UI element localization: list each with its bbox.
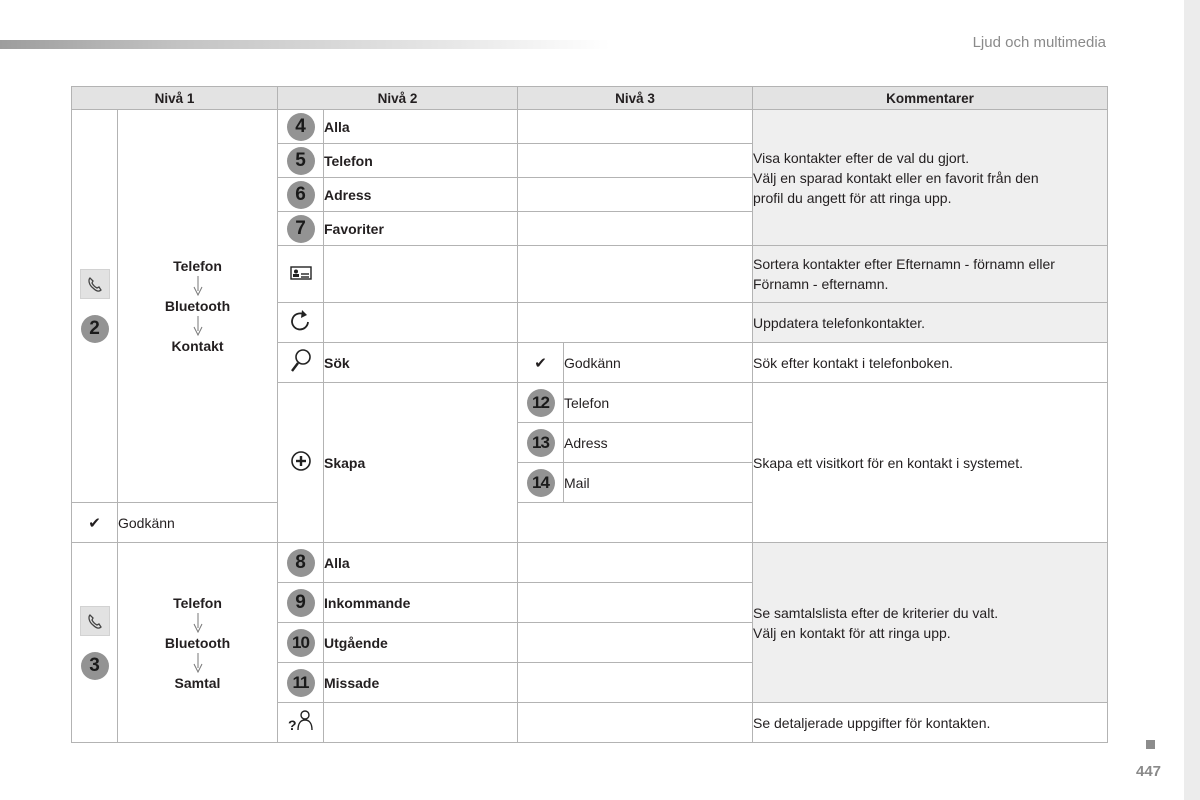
comment-line: Förnamn - efternamn. bbox=[753, 276, 889, 292]
comment-cell bbox=[753, 543, 1108, 703]
col-header-level2: Nivå 2 bbox=[278, 87, 518, 110]
step-badge: 4 bbox=[287, 113, 315, 141]
path-item: Kontakt bbox=[171, 338, 224, 354]
level3-label: Godkänn bbox=[564, 343, 753, 383]
level2-label: Skapa bbox=[324, 383, 518, 543]
comment-line: Välj en kontakt för att ringa upp. bbox=[753, 624, 951, 641]
page-edge-strip bbox=[1184, 0, 1200, 800]
contact-card-icon bbox=[290, 265, 312, 281]
level2-label: Sök bbox=[324, 343, 518, 383]
table-row bbox=[72, 543, 1108, 583]
step-badge: 11 bbox=[287, 669, 315, 697]
comment-line: Se samtalslista efter de kriterier du valt. bbox=[753, 604, 999, 621]
level3-label: Telefon bbox=[564, 383, 753, 423]
step-badge: 7 bbox=[287, 215, 315, 243]
arrow-down-icon bbox=[193, 653, 203, 673]
comment-line: profil du angett för att ringa upp. bbox=[753, 189, 952, 206]
level1-icon-cell bbox=[72, 110, 118, 503]
checkmark-icon: ✔ bbox=[88, 514, 101, 532]
level2-label: Missade bbox=[324, 663, 518, 703]
checkmark-icon: ✔ bbox=[534, 354, 547, 372]
level2-label: Inkommande bbox=[324, 583, 518, 623]
table-row bbox=[72, 110, 1108, 144]
page-number: 447 bbox=[1136, 763, 1162, 780]
phone-icon bbox=[80, 606, 110, 636]
level1-path bbox=[118, 543, 278, 743]
path-item: Telefon bbox=[173, 594, 222, 611]
contact-details-icon bbox=[287, 708, 315, 734]
level2-label: Utgående bbox=[324, 623, 518, 663]
step-badge: 12 bbox=[527, 389, 555, 417]
col-header-comments: Kommentarer bbox=[753, 87, 1108, 110]
phone-icon bbox=[80, 269, 110, 299]
comment-cell bbox=[753, 110, 1108, 246]
level2-label: Adress bbox=[324, 178, 518, 212]
step-badge: 9 bbox=[287, 589, 315, 617]
comment-line: Välj en sparad kontakt eller en favorit från den bbox=[753, 169, 1039, 186]
table-header-row bbox=[72, 87, 1108, 110]
header-bar bbox=[0, 40, 610, 49]
step-badge: 6 bbox=[287, 181, 315, 209]
step-badge: 2 bbox=[81, 315, 109, 343]
step-badge: 14 bbox=[527, 469, 555, 497]
level2-label: Favoriter bbox=[324, 212, 518, 246]
comment-cell: Skapa ett visitkort för en kontakt i systemet. bbox=[753, 383, 1108, 543]
path-item: Telefon bbox=[173, 258, 222, 274]
level3-label: Adress bbox=[564, 423, 753, 463]
menu-table bbox=[71, 86, 1108, 743]
path-item: Samtal bbox=[174, 674, 221, 691]
level2-label: Telefon bbox=[324, 144, 518, 178]
arrow-down-icon bbox=[193, 316, 203, 336]
col-header-level1: Nivå 1 bbox=[72, 87, 278, 110]
search-icon bbox=[289, 348, 313, 374]
step-badge: 3 bbox=[81, 652, 109, 680]
comment-cell: Uppdatera telefonkontakter. bbox=[753, 303, 1108, 343]
level3-label: Mail bbox=[564, 463, 753, 503]
step-badge: 10 bbox=[287, 629, 315, 657]
comment-cell bbox=[753, 246, 1108, 303]
comment-cell: Sök efter kontakt i telefonboken. bbox=[753, 343, 1108, 383]
step-badge: 5 bbox=[287, 147, 315, 175]
level2-label: Alla bbox=[324, 110, 518, 144]
path-item: Bluetooth bbox=[164, 634, 231, 651]
level3-label: Godkänn bbox=[118, 503, 278, 543]
page-marker bbox=[1146, 740, 1155, 749]
comment-line: Visa kontakter efter de val du gjort. bbox=[753, 149, 970, 166]
col-header-level3: Nivå 3 bbox=[518, 87, 753, 110]
arrow-down-icon bbox=[193, 276, 203, 296]
svg-text:?: ? bbox=[287, 717, 297, 733]
refresh-icon bbox=[289, 309, 313, 333]
level2-label: Alla bbox=[324, 543, 518, 583]
add-circle-icon bbox=[290, 450, 312, 472]
comment-line: Sortera kontakter efter Efternamn - förnamn eller bbox=[753, 256, 1055, 272]
level1-icon-cell bbox=[72, 543, 118, 743]
path-item: Bluetooth bbox=[164, 298, 231, 314]
arrow-down-icon bbox=[193, 613, 203, 633]
comment-cell: Se detaljerade uppgifter för kontakten. bbox=[753, 703, 1108, 743]
section-title: Ljud och multimedia bbox=[972, 34, 1106, 51]
level1-path bbox=[118, 110, 278, 503]
step-badge: 13 bbox=[527, 429, 555, 457]
step-badge: 8 bbox=[287, 549, 315, 577]
